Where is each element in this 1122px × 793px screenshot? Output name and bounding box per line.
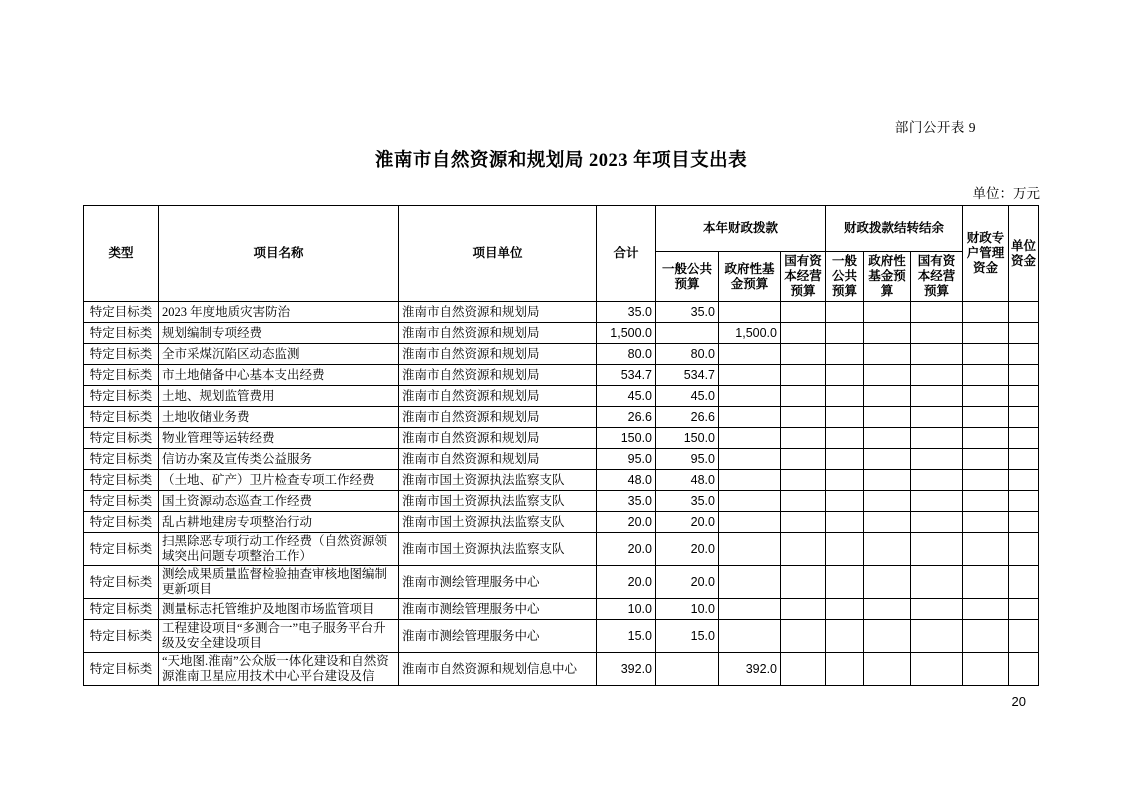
- cell-total: 20.0: [597, 512, 656, 533]
- cell-co-state-capital-budget: [911, 323, 963, 344]
- cell-type: 特定目标类: [84, 599, 159, 620]
- col-header-project-unit: 项目单位: [399, 206, 597, 302]
- cell-cy-general-public-budget: 48.0: [656, 470, 719, 491]
- cell-cy-state-capital-budget: [781, 386, 826, 407]
- table-row: [84, 512, 1039, 533]
- cell-unit-funds: [1009, 344, 1039, 365]
- cell-unit-funds: [1009, 566, 1039, 599]
- cell-co-state-capital-budget: [911, 428, 963, 449]
- cell-total: 35.0: [597, 302, 656, 323]
- cell-total: 20.0: [597, 566, 656, 599]
- cell-project-name: 扫黑除恶专项行动工作经费（自然资源领域突出问题专项整治工作）: [159, 533, 399, 566]
- cell-co-state-capital-budget: [911, 302, 963, 323]
- cell-co-gov-fund-budget: [864, 566, 911, 599]
- cell-cy-general-public-budget: 80.0: [656, 344, 719, 365]
- cell-total: 392.0: [597, 653, 656, 686]
- cell-project-name: 全市采煤沉陷区动态监测: [159, 344, 399, 365]
- cell-type: 特定目标类: [84, 344, 159, 365]
- cell-co-state-capital-budget: [911, 653, 963, 686]
- cell-co-gov-fund-budget: [864, 599, 911, 620]
- cell-co-general-public-budget: [826, 344, 864, 365]
- cell-project-unit: 淮南市国土资源执法监察支队: [399, 512, 597, 533]
- col-header-co-state-capital-budget: 国有资本经营预算: [911, 252, 963, 302]
- col-header-cy-gov-fund-budget: 政府性基金预算: [719, 252, 781, 302]
- cell-co-gov-fund-budget: [864, 407, 911, 428]
- cell-project-unit: 淮南市自然资源和规划局: [399, 407, 597, 428]
- col-header-project-name: 项目名称: [159, 206, 399, 302]
- cell-cy-general-public-budget: [656, 323, 719, 344]
- cell-project-unit: 淮南市国土资源执法监察支队: [399, 470, 597, 491]
- cell-co-state-capital-budget: [911, 365, 963, 386]
- cell-co-state-capital-budget: [911, 491, 963, 512]
- cell-unit-funds: [1009, 386, 1039, 407]
- cell-unit-funds: [1009, 653, 1039, 686]
- cell-project-name: 信访办案及宣传类公益服务: [159, 449, 399, 470]
- cell-special-account-funds: [963, 599, 1009, 620]
- cell-cy-gov-fund-budget: [719, 365, 781, 386]
- cell-cy-state-capital-budget: [781, 599, 826, 620]
- cell-cy-state-capital-budget: [781, 407, 826, 428]
- cell-project-unit: 淮南市自然资源和规划局: [399, 302, 597, 323]
- cell-co-general-public-budget: [826, 365, 864, 386]
- cell-cy-state-capital-budget: [781, 344, 826, 365]
- cell-cy-state-capital-budget: [781, 512, 826, 533]
- cell-project-unit: 淮南市自然资源和规划局: [399, 344, 597, 365]
- cell-co-gov-fund-budget: [864, 449, 911, 470]
- table-row: [84, 533, 1039, 566]
- cell-cy-state-capital-budget: [781, 620, 826, 653]
- cell-type: 特定目标类: [84, 323, 159, 344]
- cell-cy-state-capital-budget: [781, 533, 826, 566]
- cell-co-state-capital-budget: [911, 344, 963, 365]
- cell-cy-general-public-budget: 35.0: [656, 491, 719, 512]
- cell-unit-funds: [1009, 302, 1039, 323]
- cell-unit-funds: [1009, 491, 1039, 512]
- cell-co-general-public-budget: [826, 386, 864, 407]
- cell-type: 特定目标类: [84, 620, 159, 653]
- cell-project-name: （土地、矿产）卫片检查专项工作经费: [159, 470, 399, 491]
- cell-special-account-funds: [963, 302, 1009, 323]
- cell-project-name: 规划编制专项经费: [159, 323, 399, 344]
- cell-co-state-capital-budget: [911, 620, 963, 653]
- cell-special-account-funds: [963, 407, 1009, 428]
- table-row: [84, 620, 1039, 653]
- cell-cy-general-public-budget: 534.7: [656, 365, 719, 386]
- col-header-cy-general-public-budget: 一般公共预算: [656, 252, 719, 302]
- cell-co-state-capital-budget: [911, 566, 963, 599]
- cell-co-gov-fund-budget: [864, 323, 911, 344]
- cell-co-state-capital-budget: [911, 512, 963, 533]
- table-row: [84, 407, 1039, 428]
- cell-project-unit: 淮南市自然资源和规划局: [399, 323, 597, 344]
- col-group-carryover-balance: 财政拨款结转结余: [826, 206, 963, 252]
- cell-total: 1,500.0: [597, 323, 656, 344]
- cell-co-general-public-budget: [826, 491, 864, 512]
- cell-cy-gov-fund-budget: [719, 599, 781, 620]
- cell-special-account-funds: [963, 566, 1009, 599]
- cell-co-gov-fund-budget: [864, 620, 911, 653]
- cell-project-name: 乱占耕地建房专项整治行动: [159, 512, 399, 533]
- cell-project-unit: 淮南市测绘管理服务中心: [399, 620, 597, 653]
- project-expenditure-table: [83, 205, 1039, 686]
- cell-special-account-funds: [963, 449, 1009, 470]
- table-row: [84, 566, 1039, 599]
- cell-cy-state-capital-budget: [781, 449, 826, 470]
- table-row: [84, 599, 1039, 620]
- cell-total: 35.0: [597, 491, 656, 512]
- cell-cy-state-capital-budget: [781, 653, 826, 686]
- cell-special-account-funds: [963, 365, 1009, 386]
- cell-unit-funds: [1009, 449, 1039, 470]
- cell-co-general-public-budget: [826, 449, 864, 470]
- cell-total: 15.0: [597, 620, 656, 653]
- col-header-cy-state-capital-budget: 国有资本经营预算: [781, 252, 826, 302]
- cell-co-gov-fund-budget: [864, 491, 911, 512]
- cell-cy-gov-fund-budget: [719, 470, 781, 491]
- cell-co-state-capital-budget: [911, 599, 963, 620]
- cell-cy-state-capital-budget: [781, 566, 826, 599]
- cell-cy-general-public-budget: 20.0: [656, 512, 719, 533]
- cell-co-gov-fund-budget: [864, 302, 911, 323]
- cell-project-unit: 淮南市测绘管理服务中心: [399, 599, 597, 620]
- cell-co-general-public-budget: [826, 470, 864, 491]
- cell-co-state-capital-budget: [911, 470, 963, 491]
- cell-type: 特定目标类: [84, 449, 159, 470]
- cell-cy-gov-fund-budget: [719, 407, 781, 428]
- cell-total: 48.0: [597, 470, 656, 491]
- cell-type: 特定目标类: [84, 428, 159, 449]
- cell-special-account-funds: [963, 653, 1009, 686]
- cell-co-general-public-budget: [826, 566, 864, 599]
- cell-co-gov-fund-budget: [864, 428, 911, 449]
- cell-co-gov-fund-budget: [864, 365, 911, 386]
- cell-type: 特定目标类: [84, 512, 159, 533]
- table-row: [84, 323, 1039, 344]
- cell-type: 特定目标类: [84, 386, 159, 407]
- cell-project-name: 测量标志托管维护及地图市场监管项目: [159, 599, 399, 620]
- cell-cy-gov-fund-budget: [719, 533, 781, 566]
- cell-project-name: 国土资源动态巡查工作经费: [159, 491, 399, 512]
- table-row: [84, 302, 1039, 323]
- cell-co-gov-fund-budget: [864, 470, 911, 491]
- cell-co-gov-fund-budget: [864, 512, 911, 533]
- table-row: [84, 386, 1039, 407]
- cell-cy-gov-fund-budget: [719, 491, 781, 512]
- cell-cy-state-capital-budget: [781, 323, 826, 344]
- cell-cy-gov-fund-budget: [719, 302, 781, 323]
- cell-project-unit: 淮南市自然资源和规划局: [399, 365, 597, 386]
- cell-project-name: 物业管理等运转经费: [159, 428, 399, 449]
- cell-co-state-capital-budget: [911, 533, 963, 566]
- cell-total: 20.0: [597, 533, 656, 566]
- cell-cy-gov-fund-budget: [719, 386, 781, 407]
- cell-co-general-public-budget: [826, 620, 864, 653]
- cell-special-account-funds: [963, 512, 1009, 533]
- cell-special-account-funds: [963, 386, 1009, 407]
- cell-type: 特定目标类: [84, 407, 159, 428]
- cell-cy-state-capital-budget: [781, 302, 826, 323]
- cell-cy-general-public-budget: 20.0: [656, 566, 719, 599]
- cell-co-general-public-budget: [826, 302, 864, 323]
- cell-project-unit: 淮南市自然资源和规划局: [399, 428, 597, 449]
- cell-unit-funds: [1009, 512, 1039, 533]
- cell-cy-general-public-budget: 45.0: [656, 386, 719, 407]
- cell-special-account-funds: [963, 470, 1009, 491]
- cell-project-unit: 淮南市自然资源和规划局: [399, 449, 597, 470]
- cell-co-state-capital-budget: [911, 449, 963, 470]
- cell-co-general-public-budget: [826, 653, 864, 686]
- cell-project-name: 市土地储备中心基本支出经费: [159, 365, 399, 386]
- cell-unit-funds: [1009, 323, 1039, 344]
- col-header-type: 类型: [84, 206, 159, 302]
- cell-cy-gov-fund-budget: 1,500.0: [719, 323, 781, 344]
- cell-co-state-capital-budget: [911, 407, 963, 428]
- table-row: [84, 449, 1039, 470]
- cell-cy-state-capital-budget: [781, 428, 826, 449]
- col-group-current-year-appropriation: 本年财政拨款: [656, 206, 826, 252]
- cell-type: 特定目标类: [84, 533, 159, 566]
- table-row: [84, 365, 1039, 386]
- cell-special-account-funds: [963, 620, 1009, 653]
- table-row: [84, 470, 1039, 491]
- cell-cy-gov-fund-budget: [719, 344, 781, 365]
- cell-cy-general-public-budget: 15.0: [656, 620, 719, 653]
- cell-type: 特定目标类: [84, 470, 159, 491]
- cell-cy-state-capital-budget: [781, 365, 826, 386]
- cell-unit-funds: [1009, 620, 1039, 653]
- corner-label: 部门公开表 9: [894, 120, 976, 135]
- cell-project-name: 工程建设项目“多测合一”电子服务平台升级及安全建设项目: [159, 620, 399, 653]
- cell-total: 80.0: [597, 344, 656, 365]
- cell-type: 特定目标类: [84, 653, 159, 686]
- cell-cy-general-public-budget: [656, 653, 719, 686]
- cell-total: 45.0: [597, 386, 656, 407]
- cell-project-unit: 淮南市国土资源执法监察支队: [399, 491, 597, 512]
- cell-cy-general-public-budget: 10.0: [656, 599, 719, 620]
- cell-cy-gov-fund-budget: [719, 620, 781, 653]
- cell-co-general-public-budget: [826, 428, 864, 449]
- cell-project-name: 2023 年度地质灾害防治: [159, 302, 399, 323]
- cell-total: 26.6: [597, 407, 656, 428]
- cell-unit-funds: [1009, 407, 1039, 428]
- cell-co-gov-fund-budget: [864, 344, 911, 365]
- cell-co-gov-fund-budget: [864, 386, 911, 407]
- cell-project-unit: 淮南市测绘管理服务中心: [399, 566, 597, 599]
- cell-cy-general-public-budget: 26.6: [656, 407, 719, 428]
- page-number: 20: [1011, 694, 1026, 709]
- cell-co-general-public-budget: [826, 323, 864, 344]
- cell-cy-gov-fund-budget: [719, 428, 781, 449]
- cell-cy-gov-fund-budget: [719, 449, 781, 470]
- unit-label: 单位：万元: [972, 186, 1040, 201]
- cell-unit-funds: [1009, 599, 1039, 620]
- cell-special-account-funds: [963, 428, 1009, 449]
- cell-cy-general-public-budget: 20.0: [656, 533, 719, 566]
- cell-co-gov-fund-budget: [864, 653, 911, 686]
- cell-project-unit: 淮南市自然资源和规划局: [399, 386, 597, 407]
- cell-project-name: “天地图.淮南”公众版一体化建设和自然资源淮南卫星应用技术中心平台建设及信: [159, 653, 399, 686]
- cell-total: 534.7: [597, 365, 656, 386]
- table-row: [84, 653, 1039, 686]
- cell-special-account-funds: [963, 533, 1009, 566]
- col-header-special-account-funds: 财政专户管理资金: [963, 206, 1009, 302]
- cell-unit-funds: [1009, 533, 1039, 566]
- cell-project-name: 测绘成果质量监督检验抽查审核地图编制更新项目: [159, 566, 399, 599]
- cell-cy-state-capital-budget: [781, 470, 826, 491]
- cell-total: 95.0: [597, 449, 656, 470]
- cell-cy-gov-fund-budget: [719, 512, 781, 533]
- cell-cy-general-public-budget: 150.0: [656, 428, 719, 449]
- cell-unit-funds: [1009, 365, 1039, 386]
- cell-co-general-public-budget: [826, 407, 864, 428]
- cell-unit-funds: [1009, 428, 1039, 449]
- cell-project-name: 土地收储业务费: [159, 407, 399, 428]
- cell-special-account-funds: [963, 323, 1009, 344]
- col-header-co-general-public-budget: 一般公共预算: [826, 252, 864, 302]
- cell-cy-gov-fund-budget: [719, 566, 781, 599]
- cell-total: 10.0: [597, 599, 656, 620]
- col-header-total: 合计: [597, 206, 656, 302]
- cell-project-unit: 淮南市自然资源和规划信息中心: [399, 653, 597, 686]
- cell-special-account-funds: [963, 491, 1009, 512]
- col-header-co-gov-fund-budget: 政府性基金预算: [864, 252, 911, 302]
- table-row: [84, 344, 1039, 365]
- cell-co-general-public-budget: [826, 599, 864, 620]
- page-title: 淮南市自然资源和规划局 2023 年项目支出表: [374, 151, 748, 171]
- cell-cy-state-capital-budget: [781, 491, 826, 512]
- cell-co-general-public-budget: [826, 533, 864, 566]
- cell-co-gov-fund-budget: [864, 533, 911, 566]
- cell-cy-general-public-budget: 35.0: [656, 302, 719, 323]
- table-row: [84, 428, 1039, 449]
- cell-type: 特定目标类: [84, 566, 159, 599]
- cell-cy-general-public-budget: 95.0: [656, 449, 719, 470]
- cell-cy-gov-fund-budget: 392.0: [719, 653, 781, 686]
- cell-co-general-public-budget: [826, 512, 864, 533]
- cell-total: 150.0: [597, 428, 656, 449]
- cell-type: 特定目标类: [84, 302, 159, 323]
- cell-project-unit: 淮南市国土资源执法监察支队: [399, 533, 597, 566]
- col-header-unit-funds: 单位资金: [1009, 206, 1039, 302]
- cell-type: 特定目标类: [84, 491, 159, 512]
- cell-special-account-funds: [963, 344, 1009, 365]
- cell-type: 特定目标类: [84, 365, 159, 386]
- cell-co-state-capital-budget: [911, 386, 963, 407]
- cell-unit-funds: [1009, 470, 1039, 491]
- cell-project-name: 土地、规划监管费用: [159, 386, 399, 407]
- table-row: [84, 491, 1039, 512]
